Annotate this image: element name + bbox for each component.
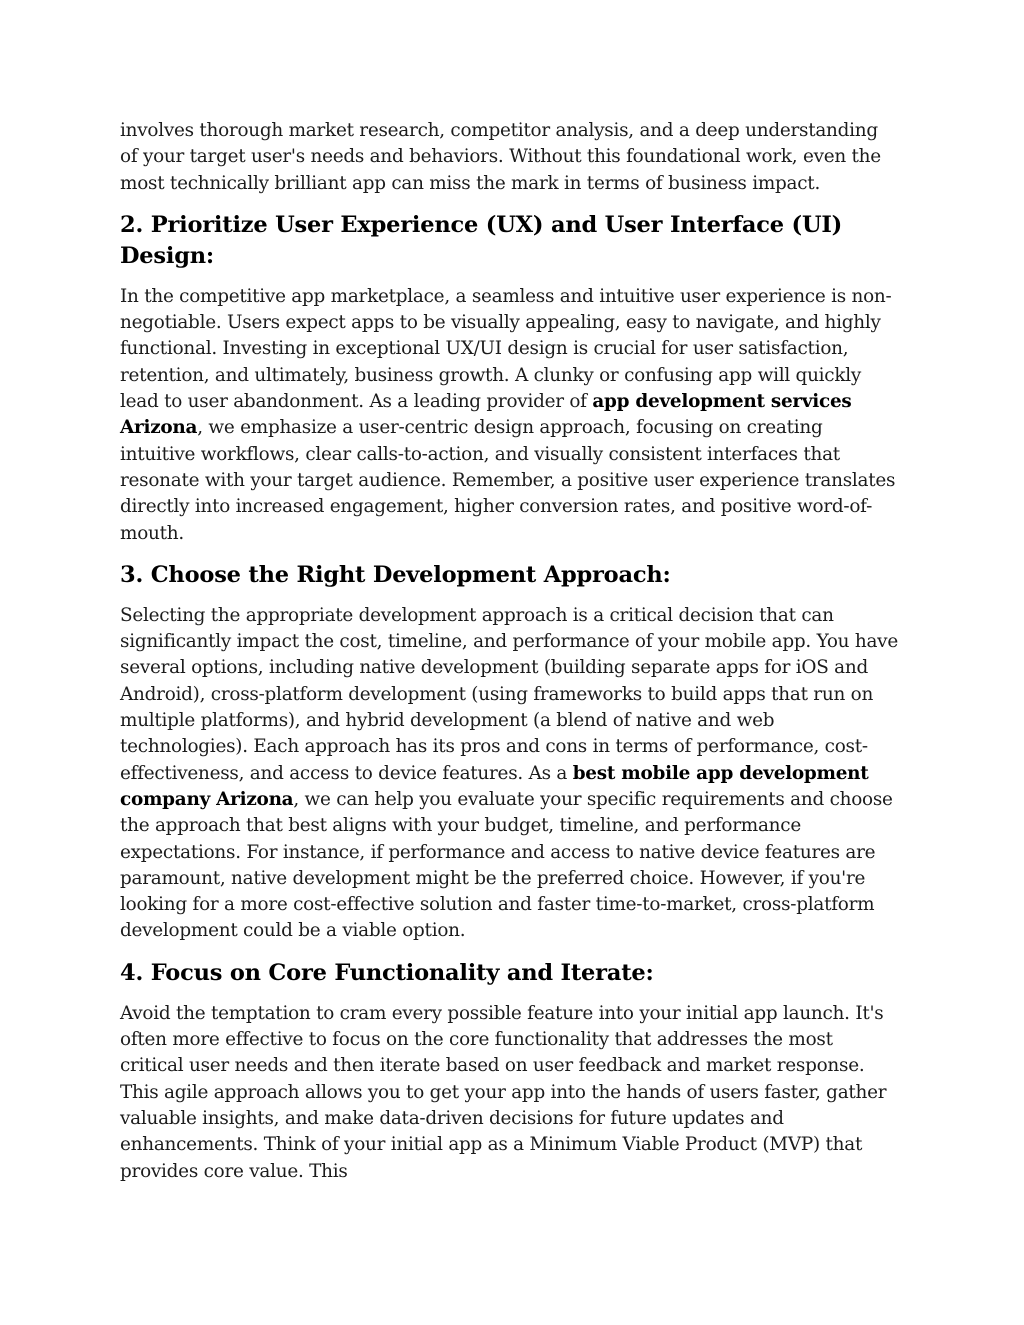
section-3-text-start: Selecting the appropriate development approach is a critical decision that can significantly impact the cost, timeline, and performance of your mobile app. You have several options, including native development (building separate apps for iOS and Android), cross-platform development (using frameworks to build apps that run on multiple platforms), and hybrid development (a blend of native and web technologies). Each approach has its pros and cons in terms of performance, cost-effectiveness, and access to device features. As a (120, 604, 898, 784)
section-2-paragraph (120, 284, 900, 547)
section-4-paragraph: Avoid the temptation to cram every possible feature into your initial app launch. It's often more effective to focus on the core functionality that addresses the most critical user needs and then iterate based on user feedback and market response. This agile approach allows you to get your app into the hands of users faster, gather valuable insights, and make data-driven decisions for future updates and enhancements. Think of your initial app as a Minimum Viable Product (MVP) that provides core value. This (120, 1002, 887, 1182)
section-2-text-start: In the competitive app marketplace, a seamless and intuitive user experience is non-negotiable. Users expect apps to be visually appealing, easy to navigate, and highly functional. Investing in exceptional UX/UI design is crucial for user satisfaction, retention, and ultimately, business growth. A clunky or confusing app will quickly lead to user abandonment. As a leading provider of (120, 285, 892, 413)
section-2-heading: 2. Prioritize User Experience (UX) and User Interface (UI) Design: (120, 211, 843, 269)
section-4-heading: 4. Focus on Core Functionality and Iterate: (120, 959, 654, 986)
section-3-text-end: , we can help you evaluate your specific requirements and choose the approach that best aligns with your budget, timeline, and performance expectations. For instance, if performance and access to native device features are paramount, native development might be the preferred choice. However, if you're looking for a more cost-effective solution and faster time-to-market, cross-platform development could be a viable option. (120, 788, 893, 942)
section-2-text-end: , we emphasize a user-centric design approach, focusing on creating intuitive workflows, clear calls-to-action, and visually consistent interfaces that resonate with your target audience. Remember, a positive user experience translates directly into increased engagement, higher conversion rates, and positive word-of-mouth. (120, 417, 896, 544)
section-3-keyword: best mobile app development company Arizona (120, 762, 869, 810)
section-3-heading: 3. Choose the Right Development Approach: (120, 561, 671, 588)
section-3-paragraph (120, 603, 900, 945)
document-page (120, 118, 900, 1185)
section-2-keyword: app development services Arizona (120, 391, 852, 439)
intro-paragraph: involves thorough market research, competitor analysis, and a deep understanding of your target user's needs and behaviors. Without this foundational work, even the most technically brilliant app can miss the mark in terms of business impact. (120, 120, 881, 194)
